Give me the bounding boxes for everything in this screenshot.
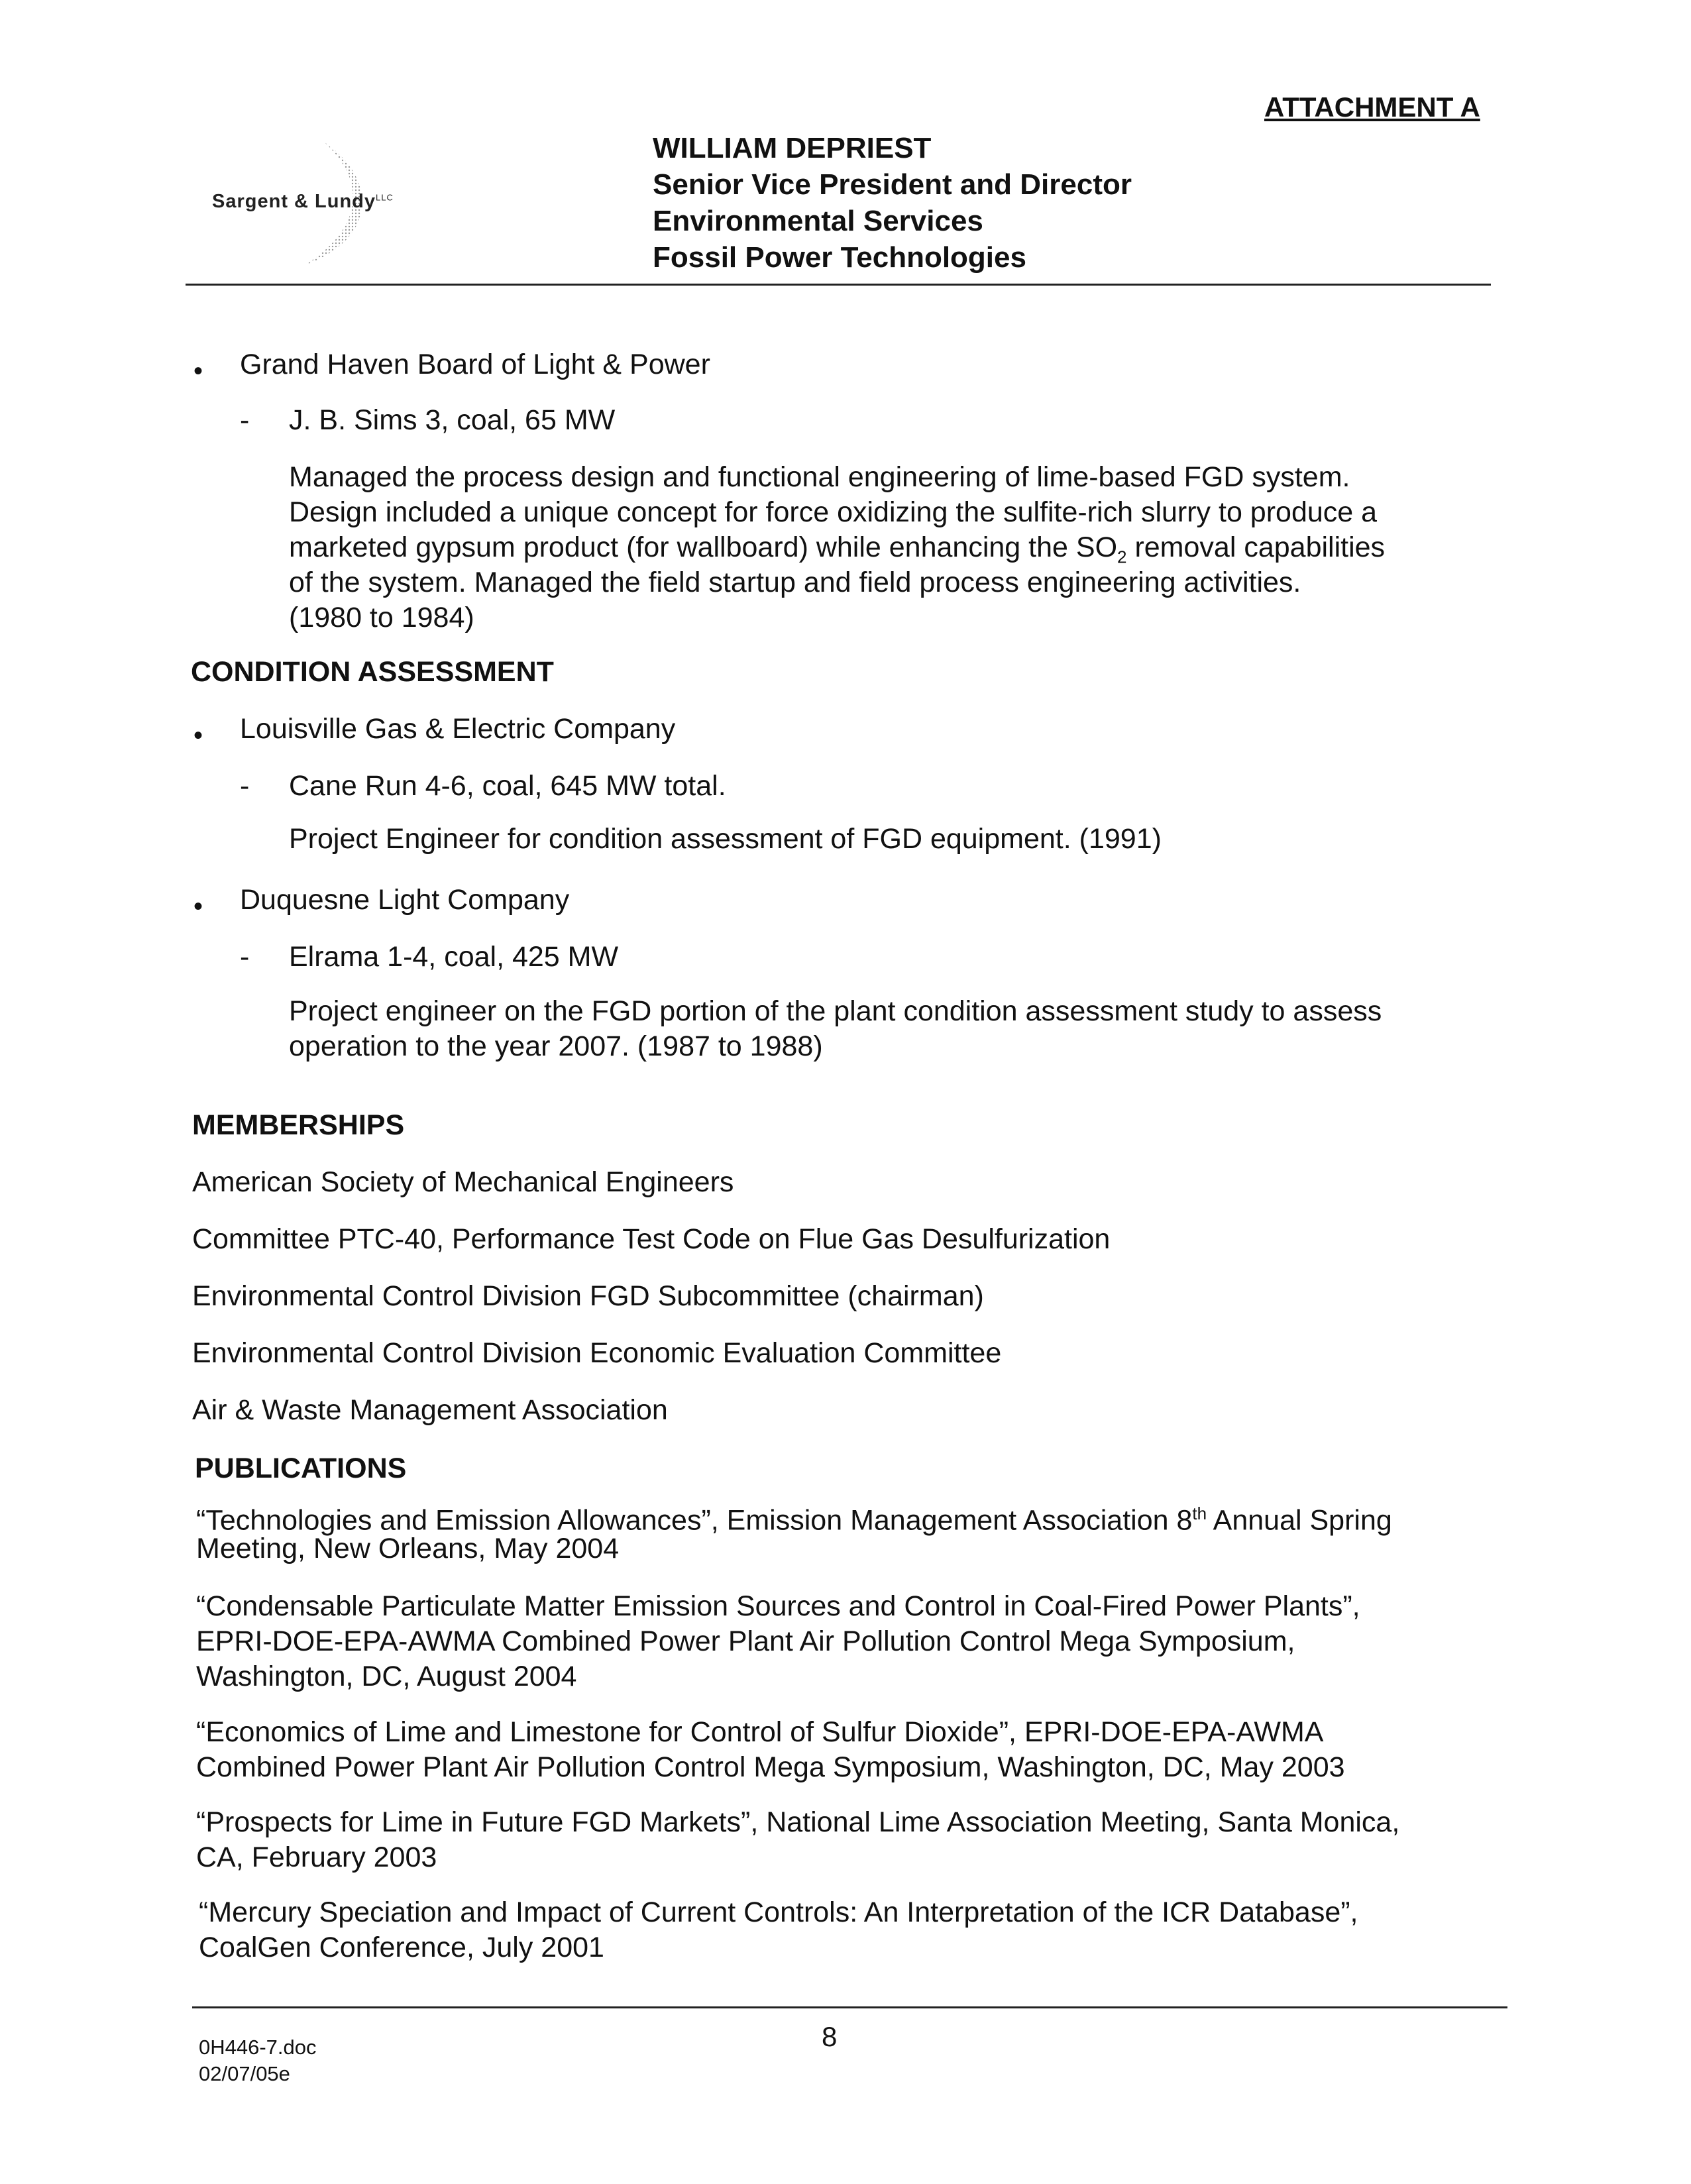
header-title-block xyxy=(653,130,1132,276)
publication-line: “Prospects for Lime in Future FGD Markets”, National Lime Association Meeting, Santa Monica, xyxy=(196,1806,1400,1838)
publication-line: “Technologies and Emission Allowances”, Emission Management Association 8th Annual Spring xyxy=(196,1503,1392,1537)
client-name: Louisville Gas & Electric Company xyxy=(240,713,676,745)
description-line: Managed the process design and functional engineering of lime-based FGD system. xyxy=(289,461,1350,493)
membership-item: Environmental Control Division Economic Evaluation Committee xyxy=(192,1337,1002,1369)
person-name: WILLIAM DEPRIEST xyxy=(653,132,932,164)
section-heading-condition-assessment: CONDITION ASSESSMENT xyxy=(191,656,554,688)
logo-wordmark: Sargent & Lundy$^{LLC}$ xyxy=(212,191,394,212)
client-name: Duquesne Light Company xyxy=(240,884,570,916)
dash-icon: - xyxy=(240,941,250,973)
membership-item: Air & Waste Management Association xyxy=(192,1394,668,1426)
publication-line: CoalGen Conference, July 2001 xyxy=(199,1932,604,1963)
publication-line: Meeting, New Orleans, May 2004 xyxy=(196,1533,620,1564)
footer-doc-info xyxy=(199,2034,317,2087)
project-name: J. B. Sims 3, coal, 65 MW xyxy=(289,404,616,436)
division: Fossil Power Technologies xyxy=(653,241,1026,274)
publication-line: Washington, DC, August 2004 xyxy=(196,1661,577,1692)
description-line: operation to the year 2007. (1987 to 1988) xyxy=(289,1030,823,1062)
footer-divider xyxy=(192,2006,1507,2008)
membership-item: Committee PTC-40, Performance Test Code on Flue Gas Desulfurization xyxy=(192,1223,1111,1255)
bullet-icon: • xyxy=(193,892,203,921)
description-line: Project engineer on the FGD portion of the plant condition assessment study to assess xyxy=(289,995,1382,1027)
publication-line: Combined Power Plant Air Pollution Control Mega Symposium, Washington, DC, May 2003 xyxy=(196,1751,1345,1783)
client-name: Grand Haven Board of Light & Power xyxy=(240,349,710,380)
description-line: Project Engineer for condition assessment of FGD equipment. (1991) xyxy=(289,823,1162,855)
description-line: (1980 to 1984) xyxy=(289,602,474,633)
bullet-icon: • xyxy=(193,356,203,386)
attachment-label: ATTACHMENT A xyxy=(1264,91,1480,123)
dash-icon: - xyxy=(240,404,250,436)
doc-id: 0H446-7.doc xyxy=(199,2036,317,2059)
bullet-icon: • xyxy=(193,721,203,750)
publication-line: “Condensable Particulate Matter Emission Sources and Control in Coal-Fired Power Plants”, xyxy=(196,1590,1360,1622)
membership-item: American Society of Mechanical Engineers xyxy=(192,1166,734,1198)
dash-icon: - xyxy=(240,770,250,802)
publication-line: CA, February 2003 xyxy=(196,1841,437,1873)
description-line: Design included a unique concept for force oxidizing the sulfite-rich slurry to produce a xyxy=(289,496,1378,528)
section-heading-publications: PUBLICATIONS xyxy=(195,1452,407,1484)
project-name: Cane Run 4-6, coal, 645 MW total. xyxy=(289,770,726,802)
page-number: 8 xyxy=(822,2021,838,2052)
description-line: of the system. Managed the field startup and field process engineering activities. xyxy=(289,567,1301,598)
description-line: marketed gypsum product (for wallboard) while enhancing the $SO_2$ removal capabilities xyxy=(289,531,1386,567)
section-heading-memberships: MEMBERSHIPS xyxy=(192,1109,405,1141)
publication-line: EPRI-DOE-EPA-AWMA Combined Power Plant Air Pollution Control Mega Symposium, xyxy=(196,1625,1295,1657)
header-divider xyxy=(186,284,1491,286)
person-title: Senior Vice President and Director xyxy=(653,168,1132,201)
publication-line: “Mercury Speciation and Impact of Current Controls: An Interpretation of the ICR Database”, xyxy=(199,1896,1358,1928)
department: Environmental Services xyxy=(653,205,983,237)
doc-date: 02/07/05e xyxy=(199,2062,290,2085)
publication-line: “Economics of Lime and Limestone for Control of Sulfur Dioxide”, EPRI-DOE-EPA-AWMA xyxy=(196,1716,1324,1748)
project-name: Elrama 1-4, coal, 425 MW xyxy=(289,941,619,973)
membership-item: Environmental Control Division FGD Subcommittee (chairman) xyxy=(192,1280,984,1312)
company-logo xyxy=(199,133,504,272)
